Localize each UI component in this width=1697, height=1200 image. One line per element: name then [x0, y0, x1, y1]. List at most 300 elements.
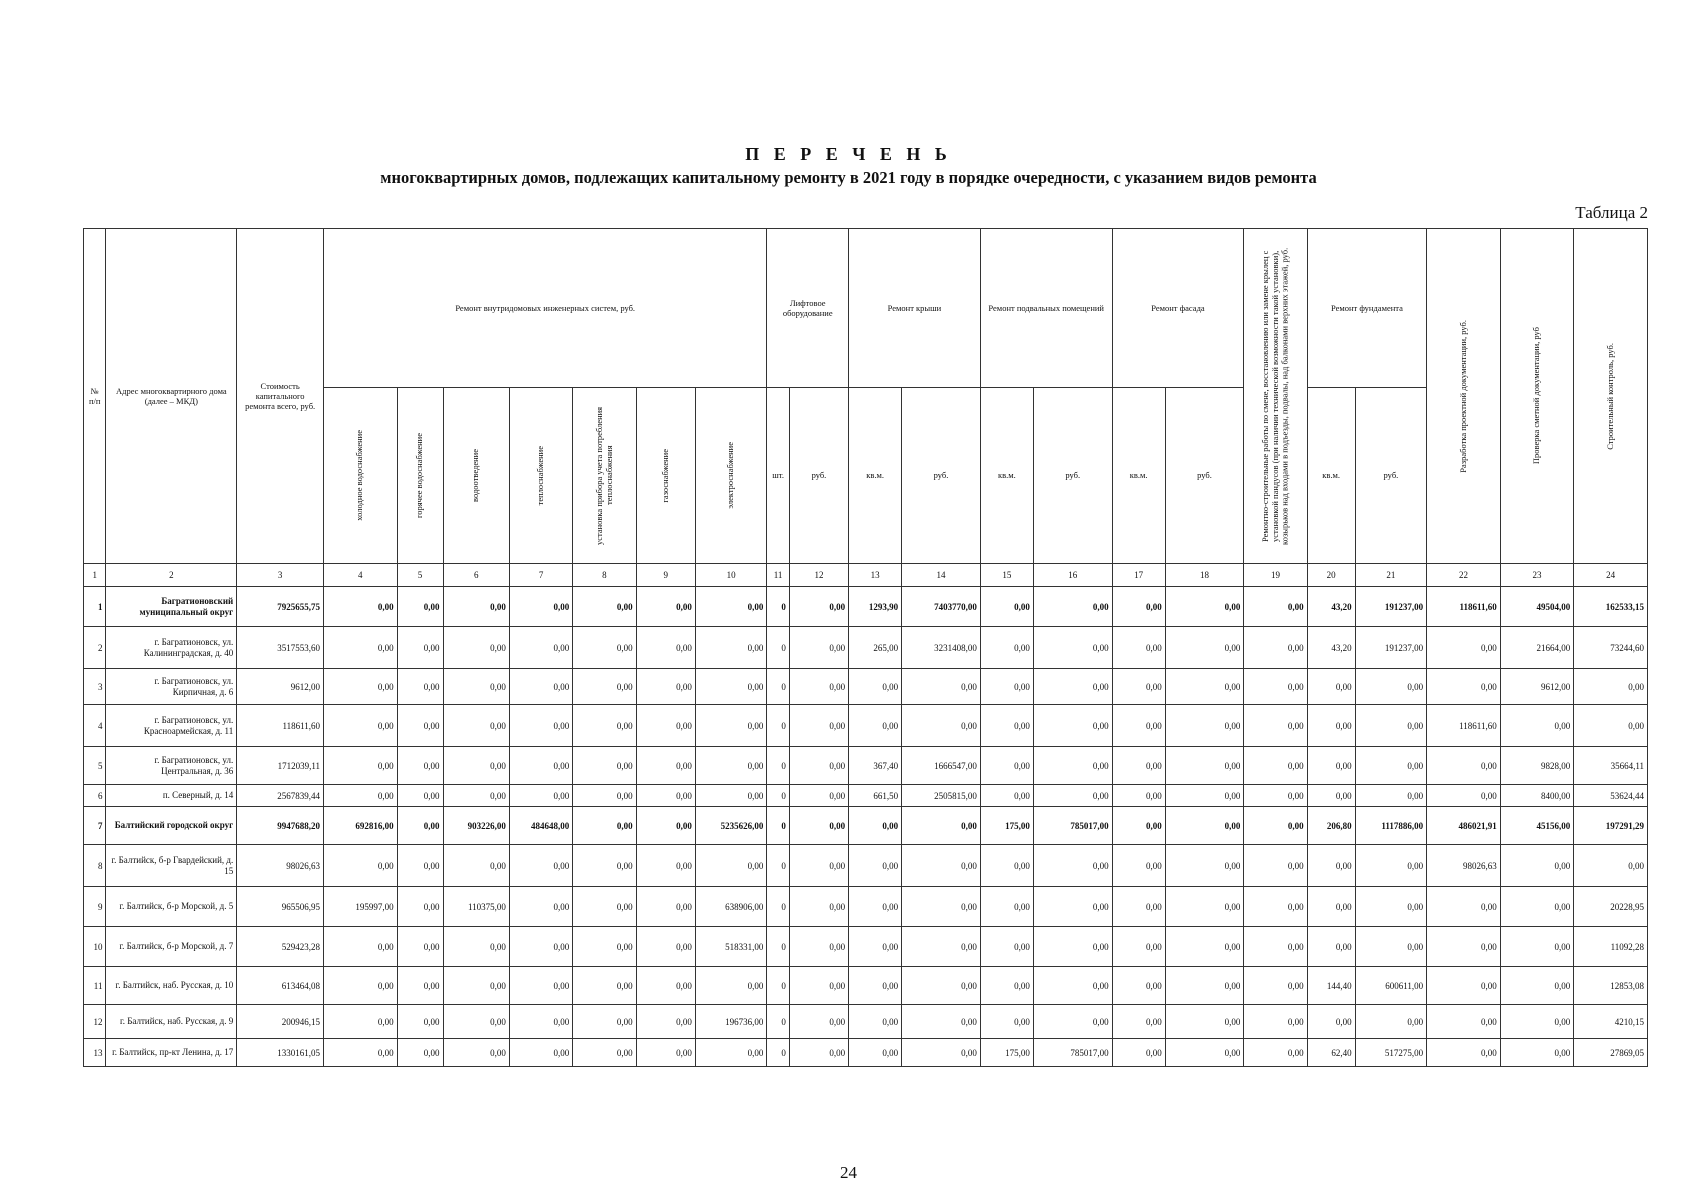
row-value: 0,00: [636, 887, 695, 927]
row-value: 0,00: [443, 967, 509, 1005]
table-row: [84, 1005, 1648, 1039]
row-value: 0,00: [573, 705, 636, 747]
header-facade: Ремонт фасада: [1112, 229, 1244, 388]
header-control-cell: [1574, 229, 1648, 564]
header-gas: газоснабжение: [659, 448, 670, 503]
row-value: 0,00: [1355, 927, 1427, 967]
row-value: 0,00: [789, 1039, 848, 1067]
row-value: 0,00: [1574, 669, 1648, 705]
row-value: 0,00: [1112, 967, 1165, 1005]
column-number: 2: [106, 564, 237, 587]
row-value: 0,00: [695, 845, 767, 887]
row-value: 0,00: [573, 845, 636, 887]
row-value: 0,00: [849, 669, 902, 705]
row-value: 3231408,00: [902, 627, 981, 669]
row-value: 0,00: [789, 967, 848, 1005]
header-estimate: Проверка сметной документации, руб: [1531, 327, 1542, 465]
row-value: 0,00: [509, 927, 572, 967]
row-value: 785017,00: [1033, 807, 1112, 845]
row-value: 0,00: [1112, 705, 1165, 747]
row-value: 35664,11: [1574, 747, 1648, 785]
row-value: 0,00: [397, 967, 443, 1005]
header-heating-cell: [509, 388, 572, 564]
row-value: 118611,60: [237, 705, 324, 747]
row-number: 13: [84, 1039, 106, 1067]
row-value: 0,00: [1500, 1039, 1574, 1067]
row-value: 265,00: [849, 627, 902, 669]
row-address: г. Багратионовск, ул. Калининградская, д. 40: [106, 627, 237, 669]
column-number: 10: [695, 564, 767, 587]
row-value: 0,00: [1165, 967, 1244, 1005]
row-value: 0: [767, 587, 789, 627]
row-value: 638906,00: [695, 887, 767, 927]
row-value: 0,00: [1307, 785, 1355, 807]
row-value: 0,00: [789, 669, 848, 705]
row-address: г. Багратионовск, ул. Кирпичная, д. 6: [106, 669, 237, 705]
row-value: 21664,00: [1500, 627, 1574, 669]
row-value: 0,00: [902, 1039, 981, 1067]
row-value: 0,00: [1244, 807, 1307, 845]
row-value: 0,00: [509, 627, 572, 669]
row-value: 0,00: [636, 785, 695, 807]
table-row: [84, 887, 1648, 927]
row-value: 0,00: [1427, 927, 1501, 967]
row-value: 0,00: [1033, 705, 1112, 747]
column-number-row: [84, 564, 1648, 587]
row-value: 0,00: [1033, 967, 1112, 1005]
row-value: 0,00: [443, 1005, 509, 1039]
row-value: 0,00: [1033, 1005, 1112, 1039]
row-value: 903226,00: [443, 807, 509, 845]
row-value: 0,00: [1427, 785, 1501, 807]
header-facade-rub: руб.: [1165, 388, 1244, 564]
row-value: 200946,15: [237, 1005, 324, 1039]
row-number: 3: [84, 669, 106, 705]
header-cold-water: холодное водоснабжение: [354, 430, 365, 521]
column-number: 4: [324, 564, 398, 587]
row-value: 0,00: [1165, 1005, 1244, 1039]
row-value: 0,00: [1355, 747, 1427, 785]
header-meter-cell: [573, 388, 636, 564]
row-value: 0,00: [1500, 705, 1574, 747]
row-value: 0,00: [1165, 587, 1244, 627]
column-number: 16: [1033, 564, 1112, 587]
row-number: 12: [84, 1005, 106, 1039]
table-label: Таблица 2: [1575, 203, 1648, 222]
row-address: Балтийский городской округ: [106, 807, 237, 845]
document-subtitle: многоквартирных домов, подлежащих капитальному ремонту в 2021 году в порядке очередности, с указанием видов ремонта: [380, 168, 1317, 187]
row-value: 0,00: [1112, 1005, 1165, 1039]
row-value: 0,00: [397, 785, 443, 807]
row-value: 206,80: [1307, 807, 1355, 845]
row-value: 0,00: [980, 1005, 1033, 1039]
row-number: 6: [84, 785, 106, 807]
column-number: 17: [1112, 564, 1165, 587]
header-basement-rub: руб.: [1033, 388, 1112, 564]
row-value: 0,00: [980, 927, 1033, 967]
row-value: 0,00: [1165, 747, 1244, 785]
row-value: 0,00: [1500, 927, 1574, 967]
header-basement: Ремонт подвальных помещений: [980, 229, 1112, 388]
row-value: 0,00: [636, 845, 695, 887]
row-value: 0,00: [1244, 627, 1307, 669]
column-number: 6: [443, 564, 509, 587]
row-value: 0,00: [636, 669, 695, 705]
row-value: 0,00: [636, 1039, 695, 1067]
row-value: 0,00: [573, 669, 636, 705]
row-value: 110375,00: [443, 887, 509, 927]
row-value: 0,00: [509, 887, 572, 927]
row-value: 196736,00: [695, 1005, 767, 1039]
row-value: 0,00: [397, 747, 443, 785]
row-number: 11: [84, 967, 106, 1005]
row-value: 0,00: [1427, 967, 1501, 1005]
row-value: 0: [767, 845, 789, 887]
row-value: 0,00: [1112, 887, 1165, 927]
row-value: 0,00: [1244, 927, 1307, 967]
row-value: 20228,95: [1574, 887, 1648, 927]
row-value: 0,00: [980, 705, 1033, 747]
row-value: 0,00: [324, 785, 398, 807]
table-body: [84, 587, 1648, 1067]
header-roof-sqm: кв.м.: [849, 388, 902, 564]
row-value: 0,00: [573, 747, 636, 785]
row-value: 0,00: [509, 747, 572, 785]
row-value: 0: [767, 627, 789, 669]
row-value: 9612,00: [1500, 669, 1574, 705]
row-value: 0,00: [443, 747, 509, 785]
table-row: [84, 785, 1648, 807]
row-value: 0,00: [1574, 705, 1648, 747]
row-address: г. Балтийск, б-р Морской, д. 5: [106, 887, 237, 927]
row-value: 0: [767, 785, 789, 807]
row-value: 49504,00: [1500, 587, 1574, 627]
row-value: 0,00: [849, 967, 902, 1005]
row-value: 0,00: [1244, 845, 1307, 887]
header-gas-cell: [636, 388, 695, 564]
row-value: 0,00: [1355, 705, 1427, 747]
row-value: 0,00: [1427, 1039, 1501, 1067]
row-value: 3517553,60: [237, 627, 324, 669]
row-value: 0: [767, 705, 789, 747]
row-value: 0,00: [636, 705, 695, 747]
row-value: 486021,91: [1427, 807, 1501, 845]
row-value: 45156,00: [1500, 807, 1574, 845]
row-value: 0,00: [636, 927, 695, 967]
row-value: 1712039,11: [237, 747, 324, 785]
row-value: 2505815,00: [902, 785, 981, 807]
row-value: 1330161,05: [237, 1039, 324, 1067]
row-value: 661,50: [849, 785, 902, 807]
row-value: 0,00: [509, 1005, 572, 1039]
row-value: 0,00: [636, 627, 695, 669]
header-electric: электроснабжение: [725, 442, 736, 509]
row-value: 62,40: [1307, 1039, 1355, 1067]
column-number: 11: [767, 564, 789, 587]
row-value: 0,00: [980, 785, 1033, 807]
row-value: 0,00: [1112, 807, 1165, 845]
row-value: 0,00: [980, 967, 1033, 1005]
row-value: 0,00: [695, 669, 767, 705]
row-value: 0,00: [789, 845, 848, 887]
table-row: [84, 627, 1648, 669]
row-value: 692816,00: [324, 807, 398, 845]
column-number: 1: [84, 564, 106, 587]
row-address: г. Балтийск, наб. Русская, д. 9: [106, 1005, 237, 1039]
row-value: 0,00: [324, 705, 398, 747]
row-value: 4210,15: [1574, 1005, 1648, 1039]
column-number: 13: [849, 564, 902, 587]
column-number: 15: [980, 564, 1033, 587]
row-value: 0,00: [397, 807, 443, 845]
row-value: 0,00: [1112, 927, 1165, 967]
row-value: 7925655,75: [237, 587, 324, 627]
row-value: 0,00: [1244, 1039, 1307, 1067]
row-value: 0,00: [1112, 845, 1165, 887]
row-value: 0,00: [902, 807, 981, 845]
row-value: 0,00: [397, 587, 443, 627]
row-value: 0,00: [443, 705, 509, 747]
header-foundation-rub: руб.: [1355, 388, 1427, 564]
row-value: 0,00: [1112, 669, 1165, 705]
row-value: 0,00: [980, 627, 1033, 669]
row-value: 118611,60: [1427, 705, 1501, 747]
column-number: 5: [397, 564, 443, 587]
row-value: 0,00: [509, 587, 572, 627]
row-value: 0,00: [443, 845, 509, 887]
header-estimate-cell: [1500, 229, 1574, 564]
row-address: Багратионовский муниципальный округ: [106, 587, 237, 627]
header-ramp-cell: [1244, 229, 1307, 564]
row-value: 0,00: [443, 927, 509, 967]
row-address: г. Багратионовск, ул. Красноармейская, д. 11: [106, 705, 237, 747]
header-hot-water-cell: [397, 388, 443, 564]
row-value: 0,00: [636, 807, 695, 845]
row-value: 0,00: [902, 669, 981, 705]
row-value: 0,00: [443, 669, 509, 705]
row-number: 8: [84, 845, 106, 887]
row-value: 0,00: [695, 785, 767, 807]
row-value: 0,00: [902, 845, 981, 887]
row-value: 0,00: [573, 967, 636, 1005]
header-address: Адрес многоквартирного дома (далее – МКД): [106, 229, 237, 564]
row-number: 9: [84, 887, 106, 927]
row-value: 0,00: [789, 587, 848, 627]
row-value: 0,00: [509, 1039, 572, 1067]
row-value: 0,00: [1033, 747, 1112, 785]
row-value: 0,00: [789, 887, 848, 927]
table-row: [84, 705, 1648, 747]
row-value: 0,00: [443, 587, 509, 627]
table-row: [84, 747, 1648, 785]
row-value: 0,00: [1112, 785, 1165, 807]
column-number: 8: [573, 564, 636, 587]
row-value: 73244,60: [1574, 627, 1648, 669]
row-value: 0,00: [980, 747, 1033, 785]
row-value: 0: [767, 967, 789, 1005]
row-value: 0,00: [573, 1039, 636, 1067]
row-value: 0,00: [573, 807, 636, 845]
header-design: Разработка проектной документации, руб.: [1457, 319, 1468, 473]
row-value: 0: [767, 1039, 789, 1067]
table-row: [84, 669, 1648, 705]
row-value: 0,00: [509, 705, 572, 747]
row-value: 0,00: [509, 785, 572, 807]
row-value: 162533,15: [1574, 587, 1648, 627]
row-value: 0,00: [789, 927, 848, 967]
row-value: 0,00: [397, 887, 443, 927]
header-row-group: [84, 229, 1648, 388]
header-facade-sqm: кв.м.: [1112, 388, 1165, 564]
row-value: 0,00: [397, 927, 443, 967]
row-value: 0,00: [695, 587, 767, 627]
row-value: 0,00: [1244, 669, 1307, 705]
row-number: 10: [84, 927, 106, 967]
row-value: 0,00: [636, 587, 695, 627]
row-value: 0,00: [324, 587, 398, 627]
row-value: 0,00: [1307, 927, 1355, 967]
row-address: г. Багратионовск, ул. Центральная, д. 36: [106, 747, 237, 785]
column-number: 7: [509, 564, 572, 587]
header-design-cell: [1427, 229, 1501, 564]
column-number: 20: [1307, 564, 1355, 587]
row-value: 0,00: [1244, 747, 1307, 785]
row-value: 0,00: [789, 627, 848, 669]
row-value: 0,00: [849, 927, 902, 967]
column-number: 24: [1574, 564, 1648, 587]
row-value: 0,00: [1427, 669, 1501, 705]
row-value: 517275,00: [1355, 1039, 1427, 1067]
row-value: 0,00: [1244, 887, 1307, 927]
row-value: 0,00: [849, 845, 902, 887]
row-value: 0,00: [695, 627, 767, 669]
row-value: 965506,95: [237, 887, 324, 927]
row-value: 0,00: [397, 627, 443, 669]
row-value: 0,00: [1355, 669, 1427, 705]
row-value: 197291,29: [1574, 807, 1648, 845]
row-value: 0,00: [1112, 627, 1165, 669]
row-value: 0,00: [397, 1005, 443, 1039]
repair-table: [83, 228, 1648, 1067]
row-value: 0,00: [980, 669, 1033, 705]
row-value: 144,40: [1307, 967, 1355, 1005]
header-hot-water: горячее водоснабжение: [414, 433, 425, 518]
row-value: 600611,00: [1355, 967, 1427, 1005]
row-value: 0,00: [1355, 845, 1427, 887]
row-value: 0,00: [1500, 887, 1574, 927]
row-value: 0,00: [849, 887, 902, 927]
row-value: 529423,28: [237, 927, 324, 967]
row-value: 484648,00: [509, 807, 572, 845]
row-value: 1293,90: [849, 587, 902, 627]
column-number: 9: [636, 564, 695, 587]
row-value: 0,00: [324, 967, 398, 1005]
header-drainage: водоотведение: [470, 449, 481, 502]
row-value: 0: [767, 927, 789, 967]
row-value: 0,00: [397, 705, 443, 747]
row-value: 0,00: [980, 845, 1033, 887]
header-total: Стоимость капитального ремонта всего, руб.: [237, 229, 324, 564]
row-value: 0,00: [1165, 887, 1244, 927]
row-value: 0,00: [324, 845, 398, 887]
header-lift: Лифтовое оборудование: [767, 229, 849, 388]
row-value: 0,00: [636, 1005, 695, 1039]
row-value: 0,00: [1244, 1005, 1307, 1039]
row-value: 0,00: [324, 747, 398, 785]
row-value: 0,00: [695, 747, 767, 785]
row-value: 12853,08: [1574, 967, 1648, 1005]
row-value: 0,00: [443, 627, 509, 669]
row-value: 0,00: [789, 747, 848, 785]
row-value: 0,00: [509, 845, 572, 887]
row-value: 0,00: [849, 1039, 902, 1067]
row-value: 0,00: [1112, 587, 1165, 627]
table-row: [84, 845, 1648, 887]
row-value: 0,00: [849, 705, 902, 747]
row-value: 0,00: [1500, 845, 1574, 887]
header-cold-water-cell: [324, 388, 398, 564]
header-control: Строительный контроль, руб.: [1604, 342, 1615, 450]
row-value: 0,00: [1427, 747, 1501, 785]
row-value: 0,00: [1165, 845, 1244, 887]
row-number: 5: [84, 747, 106, 785]
table-row: [84, 967, 1648, 1005]
row-value: 0,00: [695, 705, 767, 747]
row-value: 0,00: [1033, 845, 1112, 887]
row-value: 0,00: [902, 705, 981, 747]
row-value: 98026,63: [1427, 845, 1501, 887]
row-value: 0,00: [573, 627, 636, 669]
row-value: 0,00: [1307, 669, 1355, 705]
row-value: 0,00: [573, 1005, 636, 1039]
row-value: 27869,05: [1574, 1039, 1648, 1067]
header-electric-cell: [695, 388, 767, 564]
row-value: 0: [767, 807, 789, 845]
row-value: 0,00: [1112, 747, 1165, 785]
row-value: 195997,00: [324, 887, 398, 927]
header-ramp: Ремонтно-строительные работы по смене, восстановлению или замене крылец с установкой пандусов (при наличии технической возможности такой установки), козырьков над входами в подъезды, подвалы, над балконами верхних этажей, руб.: [1259, 247, 1290, 545]
row-value: 0,00: [324, 927, 398, 967]
row-value: 43,20: [1307, 587, 1355, 627]
row-value: 0,00: [1427, 1005, 1501, 1039]
row-value: 0,00: [1165, 627, 1244, 669]
page-number: 24: [840, 1163, 857, 1182]
row-value: 0,00: [1244, 785, 1307, 807]
table-row: [84, 807, 1648, 845]
row-value: 518331,00: [695, 927, 767, 967]
row-value: 0,00: [789, 705, 848, 747]
row-value: 0,00: [1033, 669, 1112, 705]
row-value: 0,00: [1165, 785, 1244, 807]
row-value: 0,00: [1307, 845, 1355, 887]
row-value: 118611,60: [1427, 587, 1501, 627]
row-value: 0: [767, 1005, 789, 1039]
row-value: 0,00: [1112, 1039, 1165, 1067]
row-value: 0,00: [902, 927, 981, 967]
row-value: 0,00: [573, 587, 636, 627]
row-value: 0: [767, 887, 789, 927]
row-value: 0,00: [1355, 1005, 1427, 1039]
row-value: 0,00: [324, 1005, 398, 1039]
row-value: 0,00: [902, 1005, 981, 1039]
row-value: 0,00: [1355, 785, 1427, 807]
document-title: П Е Р Е Ч Е Н Ь: [745, 144, 952, 164]
row-value: 191237,00: [1355, 627, 1427, 669]
row-value: 0,00: [1500, 1005, 1574, 1039]
row-value: 0,00: [397, 669, 443, 705]
row-address: г. Балтийск, наб. Русская, д. 10: [106, 967, 237, 1005]
row-value: 0,00: [1033, 927, 1112, 967]
